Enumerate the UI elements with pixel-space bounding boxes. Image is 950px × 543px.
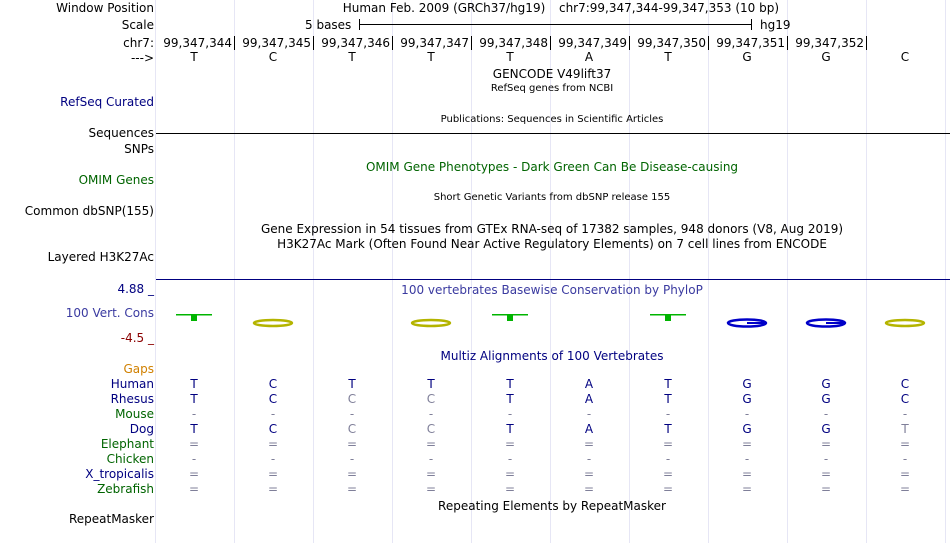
publications-track-description: Publications: Sequences in Scientific Articles	[440, 114, 664, 125]
alignment-base: =	[899, 437, 911, 451]
omim-track-label[interactable]: OMIM Genes	[78, 173, 154, 187]
alignment-base: -	[270, 407, 276, 421]
alignment-base: =	[425, 437, 437, 451]
alignment-base: =	[188, 467, 200, 481]
dbsnp-track-description: Short Genetic Variants from dbSNP release 155	[433, 192, 671, 203]
alignment-base: T	[190, 392, 198, 406]
sequence-base: T	[348, 50, 356, 64]
alignment-base: C	[900, 392, 910, 406]
alignment-base: G	[742, 377, 752, 391]
conservation-logo	[883, 312, 927, 330]
alignment-base: =	[346, 482, 358, 496]
ruler-tick	[313, 36, 314, 50]
alignment-base: T	[506, 422, 514, 436]
ruler-position-label: 99,347,352	[795, 36, 864, 50]
ruler-tick	[866, 36, 867, 50]
alignment-base: -	[191, 452, 197, 466]
gaps-track-label[interactable]: Gaps	[123, 362, 154, 376]
repeatmasker-track-description: Repeating Elements by RepeatMasker	[438, 499, 666, 513]
conservation-logo	[172, 312, 216, 330]
h3k27ac-track-label[interactable]: Layered H3K27Ac	[47, 250, 154, 264]
h3k27ac-track-description: H3K27Ac Mark (Often Found Near Active Regulatory Elements) on 7 cell lines from ENCODE	[277, 237, 827, 251]
alignment-base: T	[664, 377, 672, 391]
scale-bar-text: 5 bases	[305, 18, 352, 32]
alignment-base: C	[268, 392, 278, 406]
alignment-base: -	[902, 452, 908, 466]
ruler-tick	[234, 36, 235, 50]
ruler-tick	[550, 36, 551, 50]
species-label[interactable]: Elephant	[100, 437, 154, 451]
sequence-base: T	[190, 50, 198, 64]
conservation-logo	[488, 312, 532, 330]
gridline	[155, 0, 156, 543]
alignment-base: =	[583, 467, 595, 481]
alignment-base: T	[506, 392, 514, 406]
gtex-track-description: Gene Expression in 54 tissues from GTEx RNA-seq of 17382 samples, 948 donors (V8, Aug 2019)	[260, 222, 844, 236]
gridline	[392, 0, 393, 543]
alignment-base: C	[426, 422, 436, 436]
species-label[interactable]: Rhesus	[110, 392, 154, 406]
gencode-track-title[interactable]: GENCODE V49lift37	[492, 67, 612, 81]
phylop-max-label: 4.88 _	[117, 282, 154, 296]
ruler-tick	[708, 36, 709, 50]
gridline	[313, 0, 314, 543]
alignment-base: =	[899, 467, 911, 481]
ruler-position-label: 99,347,350	[637, 36, 706, 50]
sequences-track-label[interactable]: Sequences	[88, 126, 154, 140]
species-label[interactable]: Zebrafish	[97, 482, 154, 496]
alignment-base: -	[665, 452, 671, 466]
repeatmasker-track-label[interactable]: RepeatMasker	[68, 512, 154, 526]
phylop-min-label: -4.5 _	[120, 331, 154, 345]
alignment-base: T	[901, 422, 909, 436]
alignment-base: T	[348, 377, 356, 391]
alignment-base: =	[425, 467, 437, 481]
alignment-base: T	[190, 377, 198, 391]
alignment-base: -	[823, 452, 829, 466]
ruler-position-label: 99,347,345	[242, 36, 311, 50]
alignment-base: -	[428, 452, 434, 466]
alignment-base: =	[425, 482, 437, 496]
alignment-base: =	[188, 437, 200, 451]
sequence-base: T	[664, 50, 672, 64]
conservation-logo	[725, 312, 769, 330]
alignment-base: G	[821, 422, 831, 436]
alignment-base: T	[664, 422, 672, 436]
conservation-logo	[804, 312, 848, 330]
window-position-label: Window Position	[56, 1, 154, 15]
alignment-base: =	[267, 482, 279, 496]
alignment-base: =	[504, 467, 516, 481]
conservation-logo	[251, 312, 295, 330]
alignment-base: -	[586, 407, 592, 421]
ruler-tick	[471, 36, 472, 50]
alignment-base: -	[744, 452, 750, 466]
species-label[interactable]: Dog	[129, 422, 154, 436]
track-label-column	[0, 0, 154, 543]
alignment-base: -	[507, 407, 513, 421]
ruler-position-label: 99,347,351	[716, 36, 785, 50]
dbsnp-track-label[interactable]: Common dbSNP(155)	[24, 204, 154, 218]
scale-bar-end-tick	[751, 19, 752, 30]
scale-bar	[359, 24, 752, 25]
alignment-base: A	[584, 377, 594, 391]
browser-image[interactable]	[156, 0, 950, 543]
species-label[interactable]: X_tropicalis	[85, 467, 154, 481]
omim-track-description: OMIM Gene Phenotypes - Dark Green Can Be Disease-causing	[365, 160, 739, 174]
alignment-base: T	[427, 377, 435, 391]
alignment-base: -	[507, 452, 513, 466]
alignment-base: =	[346, 467, 358, 481]
gridline	[629, 0, 630, 543]
alignment-base: C	[426, 392, 436, 406]
alignment-base: =	[267, 437, 279, 451]
sequence-base: A	[584, 50, 594, 64]
alignment-base: C	[268, 377, 278, 391]
ruler-position-label: 99,347,346	[321, 36, 390, 50]
alignment-base: -	[428, 407, 434, 421]
alignment-base: =	[662, 482, 674, 496]
gridline	[708, 0, 709, 543]
refseq-track-label[interactable]: RefSeq Curated	[60, 95, 154, 109]
sequence-base: G	[821, 50, 831, 64]
assembly-title: Human Feb. 2009 (GRCh37/hg19)	[342, 1, 546, 15]
scale-label: Scale	[121, 18, 154, 32]
alignment-base: C	[347, 422, 357, 436]
species-label[interactable]: Mouse	[115, 407, 154, 421]
species-label[interactable]: Human	[110, 377, 154, 391]
ruler-position-label: 99,347,347	[400, 36, 469, 50]
alignment-base: =	[583, 482, 595, 496]
sequences-divider	[156, 133, 950, 134]
alignment-base: T	[506, 377, 514, 391]
alignment-base: A	[584, 422, 594, 436]
alignment-base: =	[267, 467, 279, 481]
alignment-base: -	[744, 407, 750, 421]
snps-track-label[interactable]: SNPs	[124, 142, 154, 156]
ruler-position-label: 99,347,348	[479, 36, 548, 50]
alignment-base: C	[268, 422, 278, 436]
strand-label: --->	[130, 51, 154, 65]
gridline	[471, 0, 472, 543]
alignment-base: G	[821, 377, 831, 391]
alignment-base: =	[504, 482, 516, 496]
alignment-base: =	[346, 437, 358, 451]
refseq-track-description: RefSeq genes from NCBI	[490, 83, 614, 94]
alignment-base: =	[504, 437, 516, 451]
sequence-base: T	[506, 50, 514, 64]
alignment-base: -	[586, 452, 592, 466]
alignment-base: =	[662, 467, 674, 481]
alignment-base: =	[820, 437, 832, 451]
alignment-base: =	[583, 437, 595, 451]
sequence-base: C	[268, 50, 278, 64]
gridline	[234, 0, 235, 543]
ruler-position-label: 99,347,344	[163, 36, 232, 50]
alignment-base: T	[190, 422, 198, 436]
sequence-base: T	[427, 50, 435, 64]
alignment-base: =	[820, 467, 832, 481]
sequence-base: G	[742, 50, 752, 64]
gridline	[866, 0, 867, 543]
conservation-logo	[646, 312, 690, 330]
alignment-base: -	[902, 407, 908, 421]
alignment-base: G	[742, 392, 752, 406]
alignment-base: =	[741, 437, 753, 451]
ruler-tick	[629, 36, 630, 50]
alignment-base: G	[742, 422, 752, 436]
vert-cons-track-label[interactable]: 100 Vert. Cons	[65, 306, 154, 320]
alignment-base: =	[662, 437, 674, 451]
sequence-base: C	[900, 50, 910, 64]
chromosome-label: chr7:	[123, 36, 154, 50]
conservation-logo	[409, 312, 453, 330]
gridline	[787, 0, 788, 543]
gridline	[945, 0, 946, 543]
alignment-base: A	[584, 392, 594, 406]
ruler-position-label: 99,347,349	[558, 36, 627, 50]
scale-db-label: hg19	[760, 18, 791, 32]
alignment-base: -	[349, 407, 355, 421]
position-range: chr7:99,347,344-99,347,353 (10 bp)	[558, 1, 780, 15]
alignment-base: T	[664, 392, 672, 406]
alignment-base: -	[349, 452, 355, 466]
alignment-base: -	[665, 407, 671, 421]
alignment-base: =	[899, 482, 911, 496]
alignment-base: =	[741, 467, 753, 481]
alignment-base: G	[821, 392, 831, 406]
phylop-track-description: 100 vertebrates Basewise Conservation by PhyloP	[401, 283, 703, 297]
alignment-base: =	[741, 482, 753, 496]
ruler-tick	[392, 36, 393, 50]
alignment-base: -	[191, 407, 197, 421]
ruler-tick	[787, 36, 788, 50]
alignment-base: C	[347, 392, 357, 406]
alignment-base: -	[270, 452, 276, 466]
species-label[interactable]: Chicken	[106, 452, 154, 466]
alignment-base: =	[820, 482, 832, 496]
alignment-base: C	[900, 377, 910, 391]
alignment-base: -	[823, 407, 829, 421]
alignment-base: =	[188, 482, 200, 496]
multiz-track-description: Multiz Alignments of 100 Vertebrates	[440, 349, 664, 363]
scale-bar-start-tick	[359, 19, 360, 30]
phylop-top-line	[156, 279, 950, 280]
